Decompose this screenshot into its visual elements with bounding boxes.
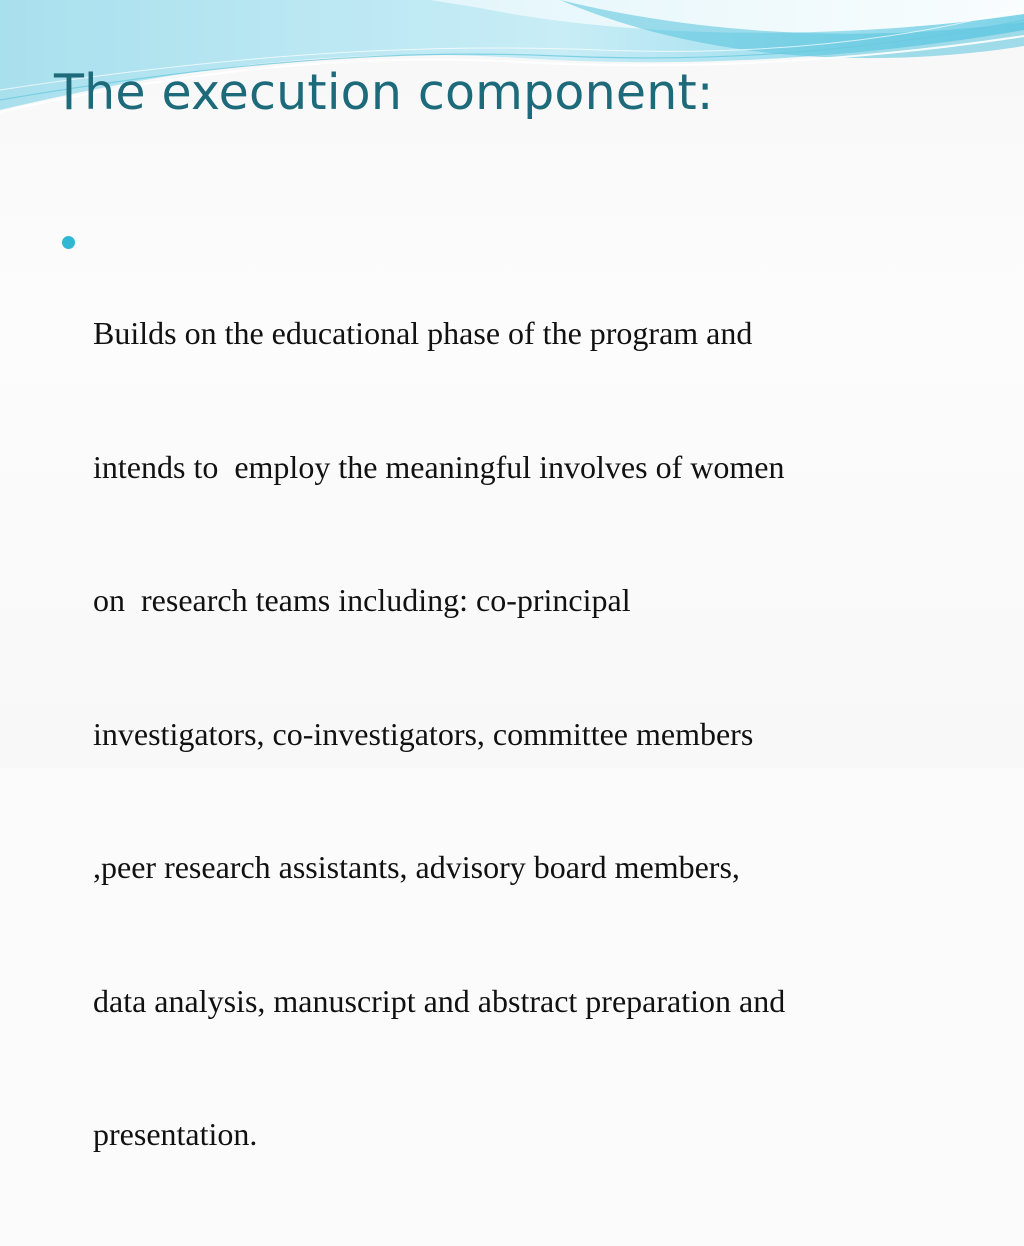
bullet-line: data analysis, manuscript and abstract preparation and	[93, 982, 786, 1019]
bullet-line: presentation.	[93, 1116, 258, 1152]
bullet-line: investigators, co-investigators, committee members	[93, 715, 754, 752]
bullet-line: ,peer research assistants, advisory board members,	[93, 849, 740, 885]
bullet-line: Builds on the educational phase of the program and	[93, 315, 753, 351]
bullet-list	[62, 222, 962, 1246]
slide-title: The execution component:	[54, 64, 714, 121]
bullet-item	[62, 222, 962, 1246]
bullet-text	[93, 222, 962, 1246]
bullet-dot-icon	[62, 236, 75, 249]
bullet-line: intends to employ the meaningful involves of women	[93, 448, 785, 485]
bullet-line: on research teams including: co-principal	[93, 582, 631, 618]
